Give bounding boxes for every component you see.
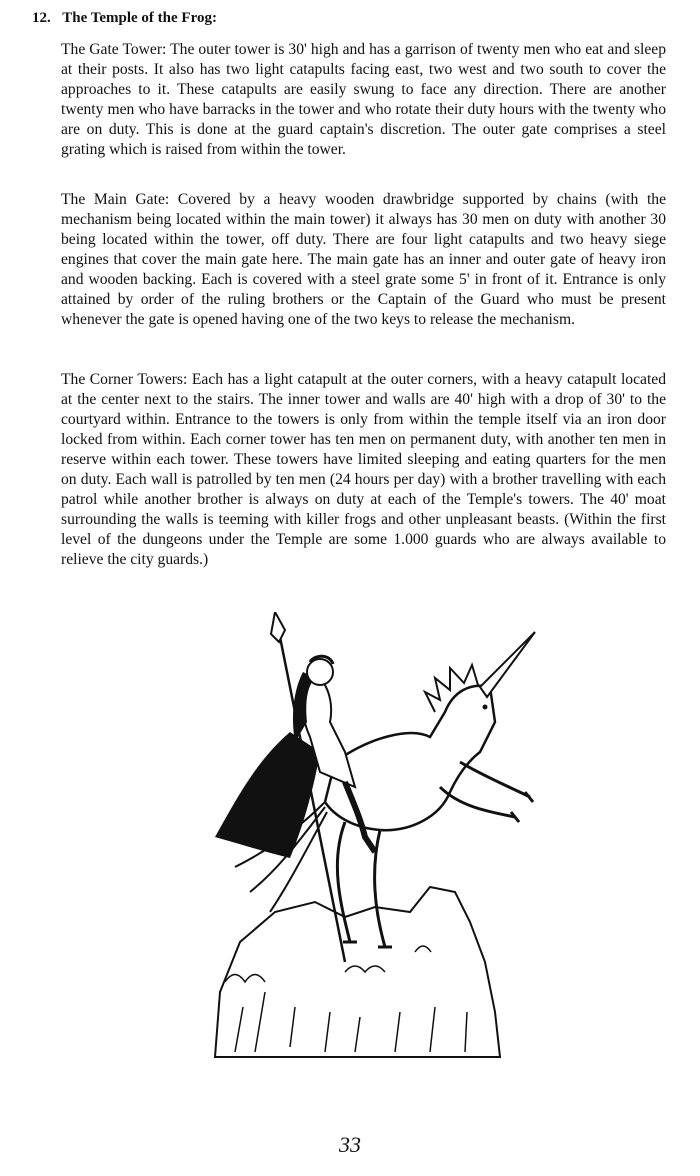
section-heading — [32, 10, 217, 27]
section-title: The Temple of the Frog: — [62, 10, 217, 26]
unicorn-body — [325, 686, 495, 830]
paragraph-main-gate: The Main Gate: Covered by a heavy wooden drawbridge supported by chains (with the mechanism being located within the main tower) it always has 30 men on duty with another 30 being located within the tower, off duty. There are four light catapults and two heavy siege engines that cover the main gate here. The main gate has an inner and outer gate of heavy iron and wooden backing. Each is covered with a steel grate some 5' in front of it. Entrance is only attained by order of the ruling brothers or the Captain of the Guard who must be present whenever the gate is opened having one of the two keys to release the mechanism. — [61, 191, 666, 328]
paragraph-gate-tower: The Gate Tower: The outer tower is 30' high and has a garrison of twenty men who eat and sleep at their posts. It also has two light catapults facing east, two west and two south to cover the approaches to it. These catapults are easily swung to face any direction. There are another twenty men who have barracks in the tower and who rotate their duty hours with the twenty who are on duty. This is done at the guard captain's discretion. The outer gate comprises a steel grating which is raised from within the tower. — [61, 41, 666, 158]
unicorn-horn — [480, 632, 535, 697]
page-number: 33 — [339, 1132, 361, 1157]
section-number: 12. — [32, 10, 51, 26]
paragraph-corner-towers: The Corner Towers: Each has a light catapult at the outer corners, with a heavy catapult located at the center next to the stairs. The inner tower and walls are 40' high with a drop of 30' to the courtyard within. Entrance to the towers is only from within the temple itself via an iron door locked from within. Each corner tower has ten men on permanent duty, with another ten men in reserve within each tower. These towers have limited sleeping and eating quarters for the men on duty. Each wall is patrolled by ten men (24 hours per day) with a brother travelling with each patrol while another brother is always on duty at each of the Temple's towers. The 40' moat surrounding the walls is teeming with killer frogs and other unpleasant beasts. (Within the first level of the dungeons under the Temple are some 1.000 guards who are always available to relieve the city guards.) — [61, 371, 666, 568]
warrior-unicorn-illustration — [195, 612, 565, 1072]
spear-tip — [271, 612, 285, 642]
cape — [215, 732, 320, 858]
rider-head — [307, 659, 333, 685]
